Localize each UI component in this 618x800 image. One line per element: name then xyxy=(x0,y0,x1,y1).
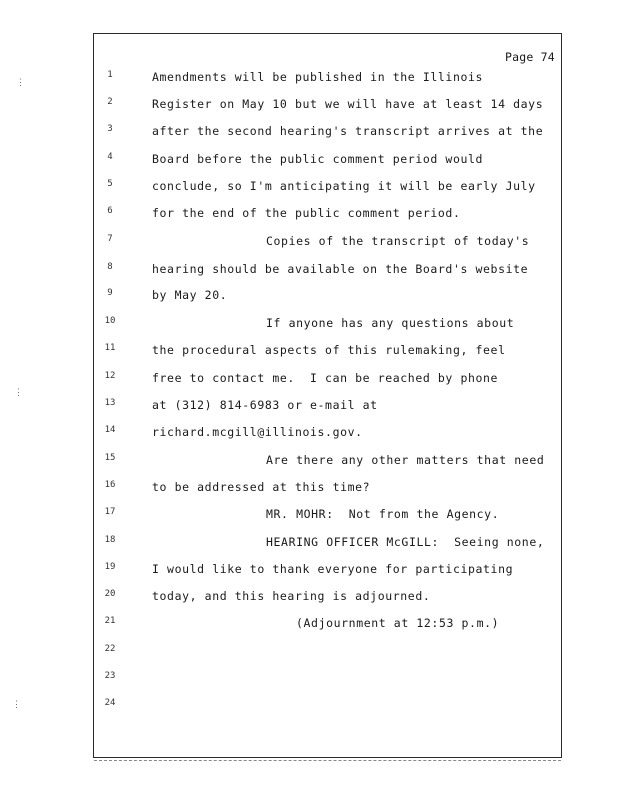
line-text: by May 20. xyxy=(152,288,228,302)
line-text: hearing should be available on the Board's website xyxy=(152,262,529,276)
line-number: 11 xyxy=(104,343,116,353)
line-number: 6 xyxy=(107,206,113,216)
page-number: Page 74 xyxy=(505,50,555,64)
line-text: conclude, so I'm anticipating it will be early July xyxy=(152,179,536,193)
line-number: 20 xyxy=(104,589,116,599)
line-number: 15 xyxy=(104,453,116,463)
line-number: 16 xyxy=(104,480,116,490)
line-text: MR. MOHR: Not from the Agency. xyxy=(266,507,500,521)
line-number: 5 xyxy=(107,179,113,189)
line-number: 17 xyxy=(104,507,116,517)
line-text: I would like to thank everyone for participating xyxy=(152,562,514,576)
line-number: 22 xyxy=(104,644,116,654)
line-number: 3 xyxy=(107,124,113,134)
line-number: 7 xyxy=(107,234,113,244)
line-text: free to contact me. I can be reached by phone xyxy=(152,371,499,385)
line-number: 13 xyxy=(104,398,116,408)
scan-mark: ⋮ xyxy=(12,700,21,710)
line-number: 21 xyxy=(104,616,116,626)
line-number: 14 xyxy=(104,425,116,435)
line-text: Copies of the transcript of today's xyxy=(266,234,530,248)
line-text: HEARING OFFICER McGILL: Seeing none, xyxy=(266,535,545,549)
line-number: 2 xyxy=(107,97,113,107)
line-number: 18 xyxy=(104,535,116,545)
line-text: Register on May 10 but we will have at least 14 days xyxy=(152,97,544,111)
line-text: for the end of the public comment period. xyxy=(152,206,461,220)
scan-mark: ⋮ xyxy=(16,78,25,88)
line-text: richard.mcgill@illinois.gov. xyxy=(152,425,363,439)
line-number: 8 xyxy=(107,262,113,272)
line-number: 4 xyxy=(107,152,113,162)
line-number: 1 xyxy=(107,70,113,80)
line-number: 10 xyxy=(104,316,116,326)
line-text: Board before the public comment period would xyxy=(152,152,484,166)
line-number: 9 xyxy=(107,288,113,298)
line-text: to be addressed at this time? xyxy=(152,480,371,494)
line-number: 24 xyxy=(104,698,116,708)
line-text: after the second hearing's transcript arrives at the xyxy=(152,124,544,138)
line-number: 23 xyxy=(104,671,116,681)
line-number: 12 xyxy=(104,371,116,381)
line-text: the procedural aspects of this rulemaking, feel xyxy=(152,343,506,357)
line-number: 19 xyxy=(104,562,116,572)
line-text: today, and this hearing is adjourned. xyxy=(152,589,431,603)
line-text: If anyone has any questions about xyxy=(266,316,515,330)
line-text: at (312) 814-6983 or e-mail at xyxy=(152,398,378,412)
scan-mark: ⋮ xyxy=(14,388,23,398)
line-text: Amendments will be published in the Illinois xyxy=(152,70,484,84)
line-text: (Adjournment at 12:53 p.m.) xyxy=(296,616,500,630)
line-text: Are there any other matters that need xyxy=(266,453,545,467)
transcript-page-frame xyxy=(93,33,562,758)
